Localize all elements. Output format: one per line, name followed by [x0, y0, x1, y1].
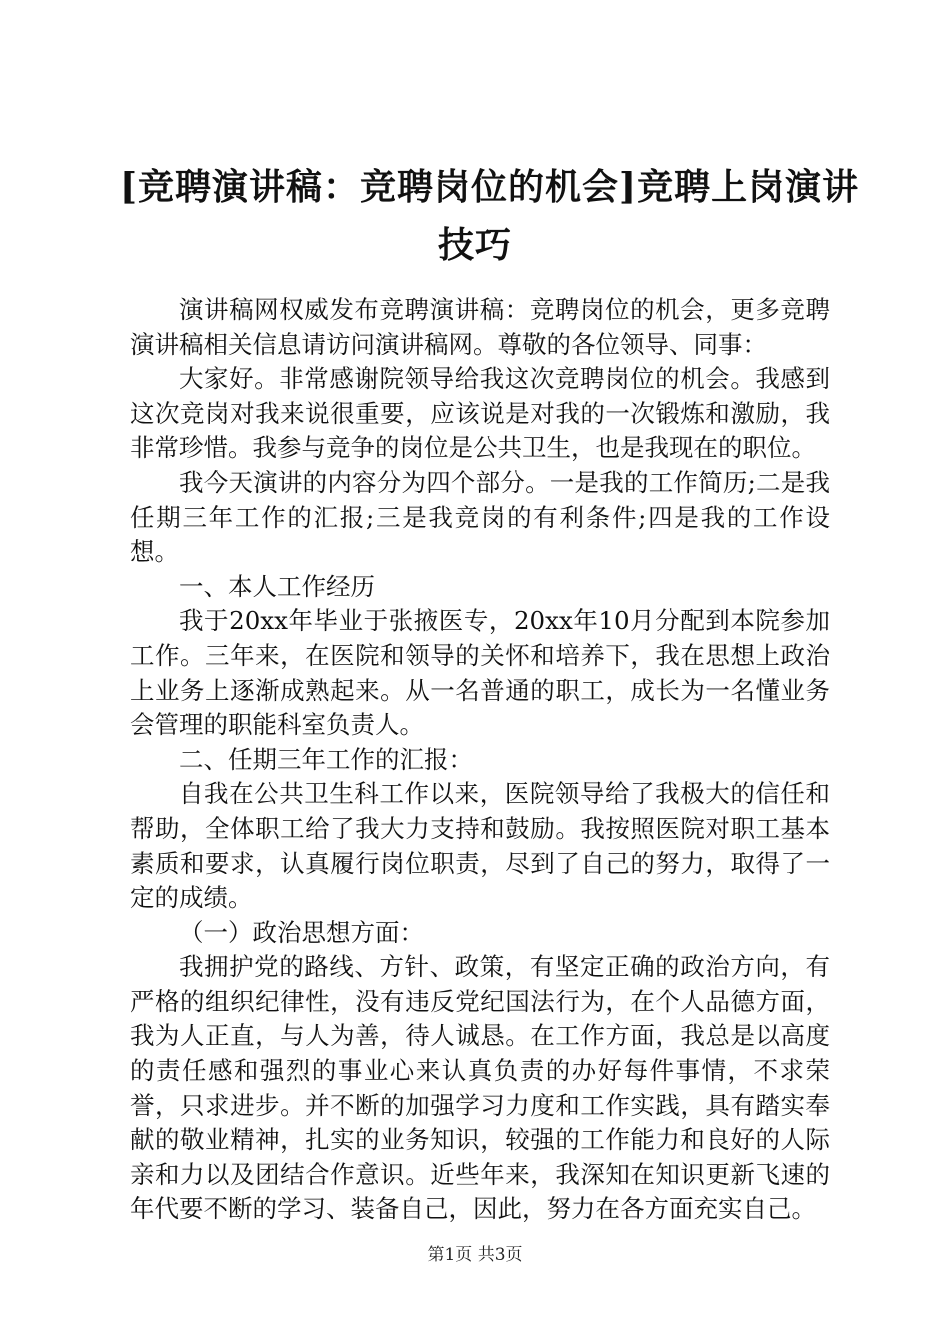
section-heading-2: 二、任期三年工作的汇报：	[179, 744, 473, 774]
document-body	[130, 293, 830, 1227]
title-line-2: 技巧	[437, 224, 512, 266]
document-title	[120, 158, 860, 274]
paragraph-greeting: 大家好。非常感谢院领导给我这次竞聘岗位的机会。我感到这次竞岗对我来说很重要，应该说是对我的一次锻炼和激励，我非常珍惜。我参与竞争的岗位是公共卫生，也是我现在的职位。	[130, 364, 830, 463]
paragraph-experience: 我于20xx年毕业于张掖医专，20xx年10月分配到本院参加工作。三年来，在医院和领导的关怀和培养下，我在思想上政治上业务上逐渐成熟起来。从一名普通的职工，成长为一名懂业务会管理的职能科室负责人。	[130, 606, 830, 740]
paragraph-intro: 演讲稿网权威发布竞聘演讲稿：竞聘岗位的机会，更多竞聘演讲稿相关信息请访问演讲稿网。尊敬的各位领导、同事：	[130, 295, 830, 359]
paragraph-report: 自我在公共卫生科工作以来，医院领导给了我极大的信任和帮助，全体职工给了我大力支持和鼓励。我按照医院对职工基本素质和要求，认真履行岗位职责，尽到了自己的努力，取得了一定的成绩。	[130, 779, 830, 913]
paragraph-outline: 我今天演讲的内容分为四个部分。一是我的工作简历;二是我任期三年工作的汇报;三是我竞岗的有利条件;四是我的工作设想。	[130, 467, 830, 567]
page-footer: 第1页 共3页	[427, 1245, 523, 1265]
subsection-heading-1: （一）政治思想方面：	[179, 917, 424, 947]
section-heading-1: 一、本人工作经历	[179, 571, 375, 601]
paragraph-political: 我拥护党的路线、方针、政策，有坚定正确的政治方向，有严格的组织纪律性，没有违反党纪国法行为，在个人品德方面，我为人正直，与人为善，待人诚恳。在工作方面，我总是以高度的责任感和强烈的事业心来认真负责的办好每件事情，不求荣誉，只求进步。并不断的加强学习力度和工作实践，具有踏实奉献的敬业精神，扎实的业务知识，较强的工作能力和良好的人际亲和力以及团结合作意识。近些年来，我深知在知识更新飞速的年代要不断的学习、装备自己，因此，努力在各方面充实自己。	[130, 952, 830, 1224]
title-line-1: [竞聘演讲稿：竞聘岗位的机会]竞聘上岗演讲	[120, 166, 860, 208]
